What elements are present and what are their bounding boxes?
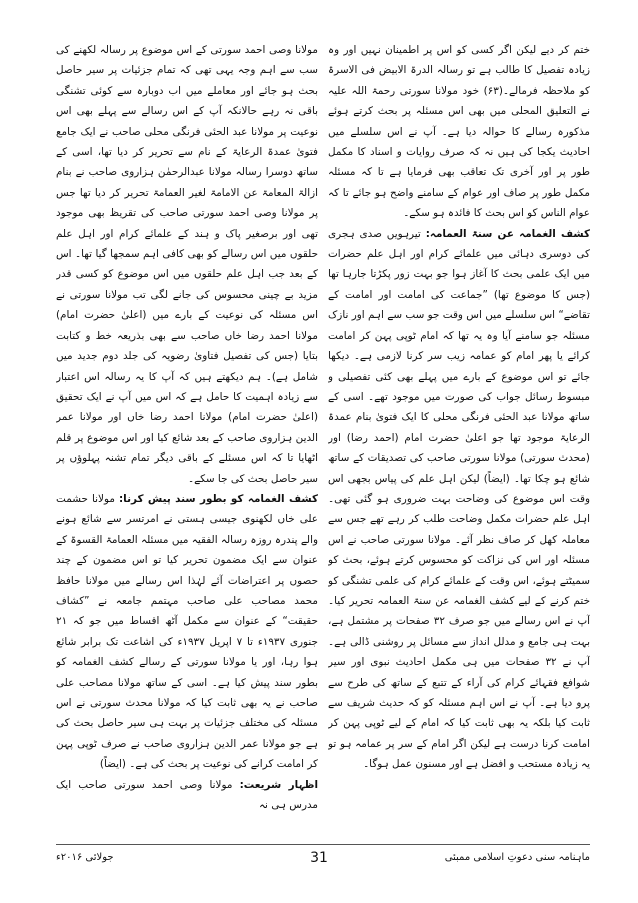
paragraph: ختم کر دیے لیکن اگر کسی کو اس پر اطمینان نہیں اور وہ زیادہ تفصیل کا طالب ہے تو رسالہ الدرۃ الابیض فی الاسرۃ کو ملاحظہ فرمالے۔(۶۳) خود مولانا سورتی رحمۃ اللہ علیہ نے التعلیق المحلی میں بھی اس مسئلہ پر بحث کرتے ہوئے مذکورہ رسالے کا حوالہ دیا ہے۔ آپ نے اس سلسلے میں احادیث یکجا کی ہیں نہ کہ صرف روایات و اسناد کا مکمل طور پر اور آخری تک تعاقب بھی فرمایا ہے تا کہ مسئلہ مکمل طور پر صاف اور عوام کے سامنے واضح ہو جائے تا کہ عوام الناس کو اس بحث کا فائدہ ہو سکے۔ xyxy=(328,44,590,220)
paragraph: مولانا حشمت علی خاں لکھنوی جیسی ہستی نے امرتسر سے شائع ہونے والے پندرہ روزہ رسالہ الفقیہ میں مسئلہ العمامۃ القسوۃ کے عنوان سے ایک مضمون تحریر کیا تو اس مضمون کے چند حصوں پر اعتراضات آئے لہٰذا اس رسالے میں مولانا حافظ محمد مصاحب علی صاحب مہتمم جامعہ نے ”کشاف حقیقت“ کے عنوان سے مکمل آٹھ اقساط میں جو کہ ۲۱ جنوری ۱۹۳۷ء تا ۷ اپریل ۱۹۳۷ء کی اشاعت تک برابر شائع ہوا رہا، اور یا مولانا سورتی کے رسالے کشف الغمامہ کو بطور سند پیش کیا ہے۔ اسی کے ساتھ مولانا مصاحب علی صاحب نے یہ بھی ثابت کیا کہ مولانا محدث سورتی نے اس مسئلہ کی مختلف جزئیات پر بہت ہی سیر حاصل بحث کی ہے جو مولانا عمر الدین ہزاروی صاحب نے صرف ٹوپی پہن کر امامت کرانے کی نوعیت پر بحث کی ہے۔ (ایضاً) xyxy=(56,492,318,771)
left-column xyxy=(56,40,318,840)
section-heading: اظہار شریعت: xyxy=(239,778,318,791)
footer-divider xyxy=(56,844,590,845)
section-heading: کشف الغمامہ کو بطور سند پیش کرنا: xyxy=(119,492,318,505)
paragraph: تیرہویں صدی ہجری کی دوسری دہائی میں علمائے کرام اور اہل علم حضرات میں ایک علمی بحث کا آغاز ہوا جو بہت زور پکڑتا جارہا تھا (جس کا موضوع تھا) ”جماعت کی امامت اور امامت کے تقاضے“ اس سلسلے میں اس وقت جو سب سے اہم اور نازک مسئلہ جو سامنے آیا وہ یہ تھا کہ امام ٹوپی پہن کر امامت کرائے یا پھر امام کو عمامہ زیب سر کرنا لازمی ہے۔ دیکھا جائے تو اس موضوع کے بارے میں پہلے بھی کئی تفصیلی و مبسوط رسائل جواب کی صورت میں موجود تھے۔ اسی کے ساتھ مولانا عبد الحئی فرنگی محلی کا ایک فتویٰ بنام عمدۃ الرعایۃ موجود تھا جو اعلیٰ حضرت امام (احمد رضا) اور (محدث سورتی) مولانا سورتی صاحب کی تصدیقات کے ساتھ شائع ہو چکا تھا۔ (ایضاً) لیکن اہل علم کی پیاس بجھی اس وقت اس موضوع کی وضاحت بہت ضروری ہو گئی تھی۔ اہل علم حضرات مکمل وضاحت طلب کر رہے تھے جس سے معاملہ کھل کر صاف نظر آئے۔ مولانا سورتی صاحب نے اس مسئلہ اور اس کی نزاکت کو محسوس کرتے ہوئے، بحث کو سمیٹتے ہوئے، اس وقت کے علمائے کرام کی علمی تشنگی کو ختم کرنے کے لیے کشف الغمامہ عن سنۃ العمامہ تحریر کیا۔ آپ نے اس رسالے میں جو صرف ۳۲ صفحات پر مشتمل ہے، بہت ہی جامع و مدلل انداز سے مسائل پر روشنی ڈالی ہے۔ آپ نے ۳۲ صفحات میں ہی مکمل احادیث نبوی اور سیر شوافع فقہائے کرام کی آراء کے تتبع کے ساتھ کی طرح سے پرو دیا ہے۔ آپ نے اس اہم مسئلہ کو کہ حدیث شریف سے ثابت کیا بلکہ یہ بھی ثابت کیا کہ امام کے لیے ٹوپی پہن کر امامت کرنا درست ہے لیکن اگر امام کے سر پر عمامہ ہو تو یہ زیادہ مستحب و افضل ہے اور مسنون عمل ہوگا۔ xyxy=(328,227,590,771)
journal-name: ماہنامہ سنی دعوتِ اسلامی ممبئی xyxy=(444,852,590,863)
page-number: 31 xyxy=(310,850,328,866)
section-heading: کشف الغمامہ عن سنۃ العمامہ: xyxy=(425,227,590,240)
paragraph: مولانا وصی احمد سورتی کے اس موضوع پر رسالہ لکھنے کی سب سے اہم وجہ یہی تھی کہ تمام جزئیات پر سیر حاصل بحث ہو جائے اور معاملے میں اب دوبارہ سے کوئی تشنگی باقی نہ رہے حالانکہ آپ کے اس رسالے سے پہلے بھی اس نوعیت پر مولانا عبد الحئی فرنگی محلی صاحب نے ایک جامع فتویٰ عمدۃ الرعایۃ کے نام سے تحریر کر دیا تھا، اسی کے ساتھ دوسرا رسالہ مولانا عبدالرحمٰن ہزاروی صاحب نے بنام ازالۃ المعامۃ عن الامامۃ لغیر العمامۃ تحریر کر دیا تھا جس پر مولانا وصی احمد سورتی صاحب کی تقریظ بھی موجود تھی اور برصغیر پاک و ہند کے علمائے کرام اور اہل علم حلقوں میں اس رسالے کو بھی کافی اہم سمجھا گیا تھا۔ اس کے بعد جب اہل علم حلقوں میں اس موضوع کو کسی قدر مزید بے چینی محسوس کی جانے لگی تب مولانا سورتی نے اس مسئلہ کی نوعیت کے بارے میں (اعلیٰ حضرت امام) مولانا احمد رضا خاں صاحب سے بھی بذریعہ خط و کتابت بتایا (جس کی تفصیل فتاویٰ رضویہ کی جلد دوم جدید میں شامل ہے)۔ ہم دیکھتے ہیں کہ آپ کا یہ رسالہ اس اعتبار سے زیادہ اہمیت کا حامل ہے کہ اس میں آپ نے ایک تحقیق (اعلیٰ حضرت امام) مولانا احمد رضا خاں اور مولانا عمر الدین ہزاروی صاحب کے بعد شائع کیا اور اس موضوع پر قلم اٹھایا تا کہ اس مسئلے کے باقی دیگر تمام تشنہ پہلوؤں پر سیر حاصل بحث کی جا سکے۔ xyxy=(56,44,318,485)
paragraph: مولانا وصی احمد سورتی صاحب ایک مدرس ہی نہ xyxy=(56,778,318,812)
right-column xyxy=(328,40,590,840)
issue-date: جولائی ۲۰۱۶ء xyxy=(56,852,114,863)
